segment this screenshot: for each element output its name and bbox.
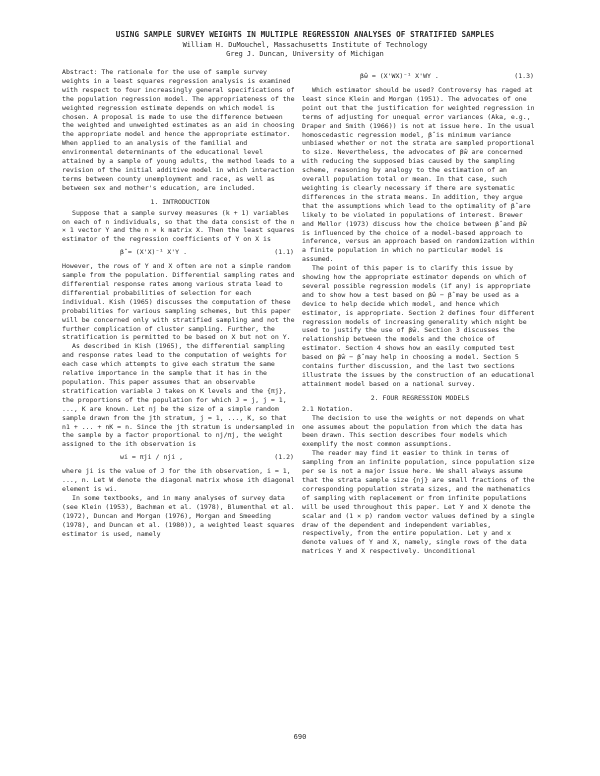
paragraph: In some textbooks, and in many analyses of survey data (see Klein (1953), Bachman et al. (1978), Blumenthal et al. (1972), Duncan and Morgan (1976), Morgan and Smeeding (1978), and Duncan et al. (1980)), a weighted least squares estimator is used, namely (62, 493, 295, 538)
paragraph: As described in Kish (1965), the differential sampling and response rates lead to the computation of weights for each case which attempts to give each stratum the same relative importance in the sample that it has in the population. This paper assumes that an observable stratification variable J takes on K levels and the {πj}, the proportions of the population for which J = j, j = 1, ..., K are known. Let nj be the size of a simple random sample drawn from the jth stratum, j = 1, ..., K, so that n1 + ... + nK = n. Since the jth stratum is undersampled in the sample by a factor proportional to nj/πj, the weight assigned to the ith observation is (62, 342, 295, 449)
section-heading-four-models: 2. FOUR REGRESSION MODELS (370, 393, 470, 402)
equation-1-3 (302, 71, 538, 83)
paragraph: Which estimator should be used? Controversy has raged at least since Klein and Morgan (1951). The advocates of one point out that the justification for weighted regression in terms of adjusting for unequal error variances (Aka, e.g., Draper and Smith (1966)) is not at issue here. In the usual homoscedastic regression model, β̂ is minimum variance unbiased whether or not the strata are sampled proportional to size. Nevertheless, the advocates of β̂w are concerned with reducing the supposed bias caused by the sampling scheme, reasoning by analogy to the estimation of an overall population total or mean. In that case, such weighting is clearly necessary if there are systematic differences in the strata means. In addition, they argue that the assumptions which lead to the optimality of β̂ are likely to be violated in populations of interest. Brewer and Mellor (1973) discuss how the choice between β̂ and β̂w is influenced by the choice of a model-based approach to inference, versus an approach based on randomization within a finite population in which no particular model is assumed. (302, 86, 535, 264)
paragraph: Suppose that a sample survey measures (k + 1) variables on each of n individuals, so that the data consist of the n × 1 vector Y and the n × k matrix X. Then the least squares estimator of the regression coefficients of Y on X is (62, 208, 295, 244)
equation-expression: β̂ = (X'X)⁻¹ X'Y . (120, 248, 188, 257)
equation-1-2 (62, 452, 298, 464)
section-heading-introduction: 1. INTRODUCTION (150, 197, 210, 206)
equation-number: (1.3) (514, 72, 534, 80)
author-line-2: Greg J. Duncan, University of Michigan (226, 49, 384, 58)
left-column (62, 68, 298, 539)
paragraph: The decision to use the weights or not depends on what one assumes about the population from which the data has been drawn. This section describes four models which exemplify the most common assumptions. (302, 413, 525, 449)
page-number: 690 (293, 733, 307, 741)
equation-expression: β̂w = (X'WX)⁻¹ X'WY . (360, 72, 439, 80)
equation-expression: wi = πji / nji , (120, 453, 184, 462)
paragraph: However, the rows of Y and X often are not a simple random sample from the population. Differential sampling rates and differential response rates among various strata lead to differential probabilities of selection for each individual. Kish (1965) discusses the computation of these probabilities for various sampling schemes, but this paper will be concerned only with stratified sampling and not the further complication of cluster sampling. Further, the stratification is permitted to be based on X but not on Y. (62, 262, 295, 342)
equation-number: (1.1) (274, 248, 294, 257)
author-line-1: William H. DuMouchel, Massachusetts Institute of Technology (182, 41, 428, 49)
abstract: Abstract: The rationale for the use of sample survey weights in a least squares regression analysis is examined with respect to four increasingly general specifications of the population regression model. The appropriateness of the weighted regression estimate depends on which model is chosen. A proposal is made to use the difference between the weighted and unweighted estimates as an aid in choosing the appropriate model and hence the appropriate estimator. When applied to an analysis of the familial and environmental determinants of the educational level attained by a sample of young adults, the method leads to a revision of the initial additive model in which interaction terms between county unemployment and race, as well as between sex and mother's education, are included. (62, 68, 295, 192)
paragraph: where ji is the value of J for the ith observation, i = 1, ..., n. Let W denote the diagonal matrix whose ith diagonal element is wi. (62, 467, 295, 494)
equation-number: (1.2) (274, 453, 294, 462)
author-block (150, 41, 460, 58)
equation-1-1 (62, 247, 298, 259)
subsection-heading-notation: 2.1 Notation. (302, 404, 354, 413)
right-column (302, 68, 538, 556)
paragraph: The point of this paper is to clarify this issue by showing how the appropriate estimator depends on which of several possible regression models (if any) is appropriate and to show how a test based on β̂w − β̂ may be used as a device to help decide which model, and hence which estimator, is appropriate. Section 2 defines four different regression models of increasing generality which might be used to justify the use of β̂w. Section 3 discusses the relationship between the models and the choice of estimator. Section 4 shows how an easily computed test based on β̂w − β̂ may help in choosing a model. Section 5 contains further discussion, and the last two sections illustrate the issues by the construction of an educational attainment model based on a national survey. (302, 264, 535, 388)
paper-title: USING SAMPLE SURVEY WEIGHTS IN MULTIPLE REGRESSION ANALYSES OF STRATIFIED SAMPLES (115, 30, 495, 39)
paragraph: The reader may find it easier to think in terms of sampling from an infinite population, since population size per se is not a major issue here. We shall always assume that the strata sample size {nj} are small fractions of the corresponding population strata sizes, and the mathematics of sampling with replacement or from infinite populations will be used throughout this paper. Let Y and X denote the scalar and (1 × p) random vector values defined by a single draw of the dependent and independent variables, respectively, from the entire population. Let y and x denote values of Y and X, namely, single rows of the data matrices Y and X respectively. Unconditional (302, 449, 535, 556)
